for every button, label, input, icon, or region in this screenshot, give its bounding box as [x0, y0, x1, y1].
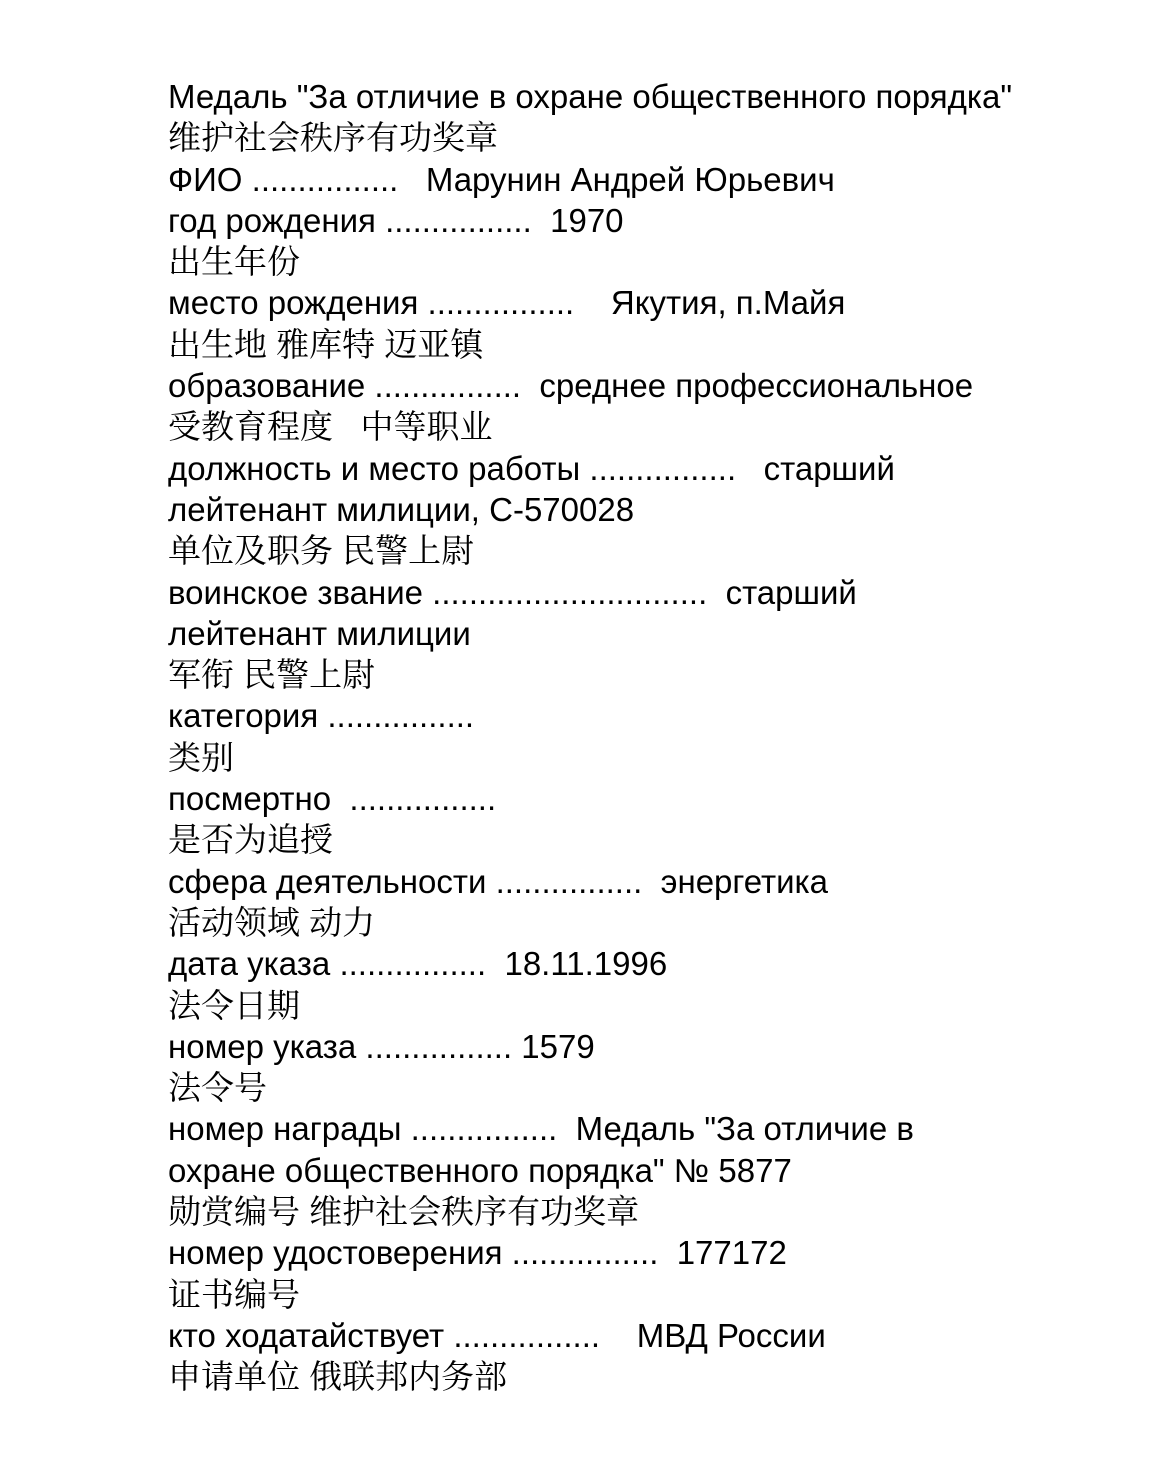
birthplace-row: место рождения ................ Якутия, п.Майя — [168, 284, 846, 322]
field-of-activity-zh: 活动领域 动力 — [168, 903, 376, 941]
position-row: должность и место работы ................ старший — [168, 449, 895, 487]
certificate-number-row: номер удостоверения ................ 177172 — [168, 1234, 787, 1272]
posthumous-zh: 是否为追授 — [168, 821, 333, 859]
decree-number-zh: 法令号 — [168, 1069, 267, 1107]
rank-row-cont: лейтенант милиции — [168, 614, 471, 652]
birth-year-label-zh: 出生年份 — [168, 243, 300, 281]
award-number-row-cont: охране общественного порядка" № 5877 — [168, 1151, 792, 1189]
medal-title-zh: 维护社会秩序有功奖章 — [168, 119, 498, 157]
rank-row: воинское звание .............................. старший — [168, 573, 857, 611]
field-of-activity-row: сфера деятельности ................ энергетика — [168, 862, 829, 900]
medal-title-ru: Медаль "За отличие в охране общественного порядка" — [168, 78, 1013, 115]
category-row: категория ................ — [168, 697, 475, 735]
education-row: образование ................ среднее профессиональное — [168, 367, 974, 405]
award-number-zh: 勋赏编号 维护社会秩序有功奖章 — [168, 1193, 640, 1231]
rank-zh: 军衔 民警上尉 — [168, 656, 376, 694]
position-row-cont: лейтенант милиции, С-570028 — [168, 490, 635, 528]
education-zh: 受教育程度 中等职业 — [168, 408, 493, 446]
petitioner-zh: 申请单位 俄联邦内务部 — [168, 1358, 508, 1396]
document-body — [168, 76, 1148, 1398]
posthumous-row: посмертно ................ — [168, 780, 497, 818]
petitioner-row: кто ходатайствует ................ МВД России — [168, 1316, 826, 1354]
birth-year-row: год рождения ................ 1970 — [168, 201, 624, 239]
category-zh: 类别 — [168, 738, 234, 776]
birthplace-zh: 出生地 雅库特 迈亚镇 — [168, 325, 484, 363]
decree-number-row: номер указа ................ 1579 — [168, 1027, 595, 1065]
full-name-row: ФИО ................ Марунин Андрей Юрьевич — [168, 160, 835, 198]
decree-date-zh: 法令日期 — [168, 986, 300, 1024]
award-number-row: номер награды ................ Медаль "За отличие в — [168, 1110, 914, 1148]
certificate-number-zh: 证书编号 — [168, 1275, 300, 1313]
decree-date-row: дата указа ................ 18.11.1996 — [168, 945, 668, 983]
position-zh: 单位及职务 民警上尉 — [168, 532, 475, 570]
